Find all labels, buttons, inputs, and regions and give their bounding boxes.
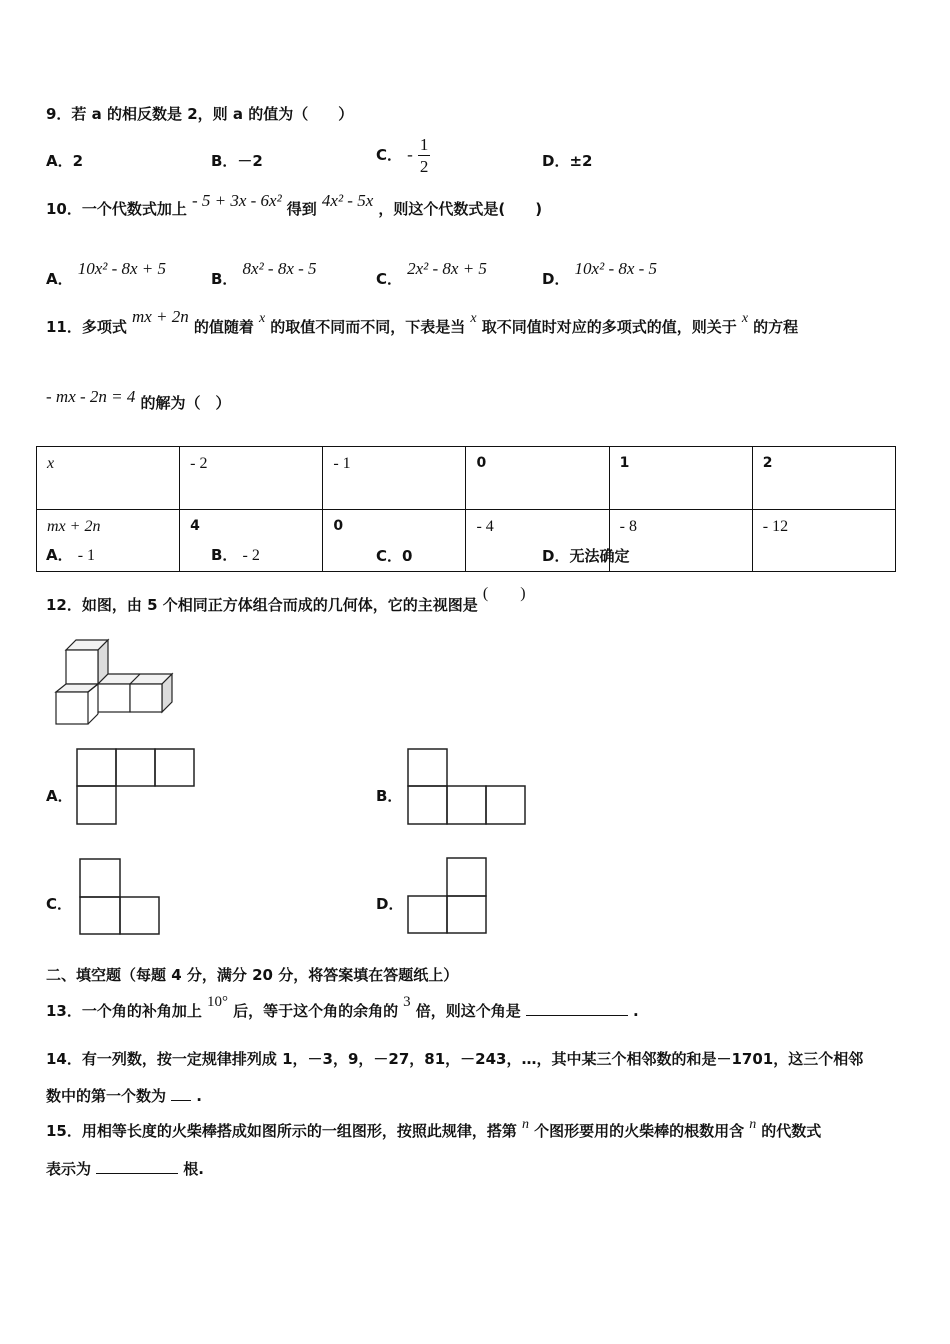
q11-option-a-value: - 1 [77, 547, 96, 564]
q15-stem-c: 的代数式 [761, 1122, 822, 1140]
q9-option-c-sign: - [407, 145, 413, 164]
q11-value-table [36, 446, 896, 572]
table-cell: - 4 [466, 510, 609, 572]
q11-var3: x [741, 311, 749, 326]
q11-option-b-value: - 2 [242, 547, 260, 564]
q14-stem: 数中的第一个数为 [46, 1087, 167, 1105]
q12-option-b-label[interactable]: B． [376, 787, 403, 805]
table-cell: mx + 2n [37, 510, 180, 572]
cube-figure [50, 636, 180, 728]
q13-line [46, 990, 639, 1020]
q10-option-label: C． [376, 270, 403, 288]
q13-stem-a: 13．一个角的补角加上 [46, 1002, 202, 1020]
q10-stem-a: 10．一个代数式加上 [46, 200, 187, 218]
q10-option-a[interactable] [46, 258, 167, 288]
table-row [37, 510, 896, 572]
q15-n1: n [521, 1117, 529, 1132]
q11-poly: mx + 2n [131, 307, 189, 326]
q15-line2-stem: 表示为 [46, 1160, 92, 1178]
q12-option-b-figure[interactable] [407, 748, 527, 826]
q9-option-c[interactable] [376, 136, 430, 175]
q15-end: 根. [183, 1160, 204, 1178]
q11-stem-b: 的值随着 [193, 318, 254, 336]
table-cell: x [37, 447, 180, 510]
q10-option-c[interactable] [376, 258, 487, 288]
q9-option-c-fraction [418, 136, 431, 175]
q12-option-a-label[interactable]: A． [46, 787, 73, 805]
q11-stem-f: 的解为（ ） [140, 394, 231, 412]
table-cell: - 2 [180, 447, 323, 510]
q11-stem-a: 11．多项式 [46, 318, 127, 336]
q13-times: 3 [403, 994, 411, 1010]
table-cell: - 12 [752, 510, 895, 572]
q11-option-d[interactable]: D．无法确定 [542, 547, 630, 565]
q10-stem-c: ，则这个代数式是( ) [378, 200, 543, 218]
q11-option-b[interactable] [211, 544, 260, 565]
q11-stem-c: 的取值不同而不同，下表是当 [270, 318, 466, 336]
fraction-numerator: 1 [419, 135, 429, 154]
q12-option-a-figure[interactable] [76, 748, 196, 826]
q11-equation: - mx - 2n = 4 [46, 387, 136, 406]
table-cell: 0 [466, 447, 609, 510]
q11-option-b-label: B． [211, 546, 238, 564]
q15-line-1 [46, 1116, 822, 1140]
q12-option-c-figure[interactable] [79, 858, 161, 936]
q11-stem-e: 的方程 [753, 318, 799, 336]
q11-equation-line [46, 387, 231, 413]
q10-stem-b: 得到 [286, 200, 317, 218]
q11-option-a-label: A． [46, 546, 73, 564]
table-cell: 1 [609, 447, 752, 510]
q9-stem: 9．若 a 的相反数是 2，则 a 的值为（ ） [46, 105, 354, 123]
q13-answer-blank[interactable] [526, 1015, 628, 1016]
q11-option-a[interactable] [46, 544, 95, 565]
q11-option-c[interactable]: C．0 [376, 547, 413, 565]
fraction-denominator: 2 [419, 157, 429, 176]
table-cell: 0 [323, 510, 466, 572]
q15-answer-blank[interactable] [96, 1173, 178, 1174]
q12-option-c-label[interactable]: C． [46, 895, 73, 913]
q10-expr2: 4x² - 5x [321, 191, 374, 210]
q9-option-c-label: C． [376, 146, 403, 164]
q11-var2: x [470, 311, 477, 326]
q10-option-expr: 10x² - 8x + 5 [77, 259, 167, 278]
q14-answer-blank[interactable] [171, 1100, 191, 1101]
q10-option-expr: 10x² - 8x - 5 [574, 259, 658, 278]
q14-line-2 [46, 1085, 202, 1106]
q13-angle: 10° [206, 994, 228, 1010]
q10-option-expr: 2x² - 8x + 5 [407, 259, 487, 278]
q10-stem [46, 191, 543, 219]
q14-end: . [196, 1087, 202, 1105]
q15-stem-b: 个图形要用的火柴棒的根数用含 [534, 1122, 745, 1140]
table-row [37, 447, 896, 510]
q10-expr1: - 5 + 3x - 6x² [191, 191, 282, 210]
q9-option-a[interactable]: A．2 [46, 152, 84, 170]
q10-option-d[interactable] [542, 258, 658, 288]
section-2-title: 二、填空题（每题 4 分，满分 20 分，将答案填在答题纸上） [46, 966, 459, 984]
q13-end: . [632, 1002, 639, 1020]
q14-line-1: 14．有一列数，按一定规律排列成 1，－3，9，－27，81，－243，…，其中某三个相邻数的和是－1701，这三个相邻 [46, 1050, 864, 1068]
q12-option-d-label[interactable]: D． [376, 895, 404, 913]
q13-stem-c: 倍，则这个角是 [415, 1002, 521, 1020]
q10-option-b[interactable] [211, 258, 317, 288]
q9-option-d[interactable]: D．±2 [542, 152, 593, 170]
q10-option-label: D． [542, 270, 570, 288]
table-cell: 4 [180, 510, 323, 572]
table-cell: - 1 [323, 447, 466, 510]
table-cell: - 8 [609, 510, 752, 572]
q11-stem-d: 取不同值时对应的多项式的值，则关于 [481, 318, 737, 336]
q12-stem-line [46, 580, 526, 614]
q13-stem-b: 后，等于这个角的余角的 [233, 1002, 399, 1020]
q15-stem-a: 15．用相等长度的火柴棒搭成如图所示的一组图形，按照此规律，搭第 [46, 1122, 517, 1140]
q15-n2: n [749, 1117, 757, 1132]
q12-option-d-figure[interactable] [407, 857, 489, 935]
table-cell: 2 [752, 447, 895, 510]
q10-option-expr: 8x² - 8x - 5 [242, 259, 317, 278]
q10-option-label: B． [211, 270, 238, 288]
q11-var1: x [258, 311, 266, 326]
q12-stem: 12．如图，由 5 个相同正方体组合而成的几何体，它的主视图是 [46, 596, 478, 614]
q12-paren: ( ) [482, 585, 526, 602]
q9-option-b[interactable]: B．－2 [211, 152, 263, 170]
q10-option-label: A． [46, 270, 73, 288]
q15-line-2 [46, 1158, 204, 1179]
q11-stem [46, 307, 799, 337]
